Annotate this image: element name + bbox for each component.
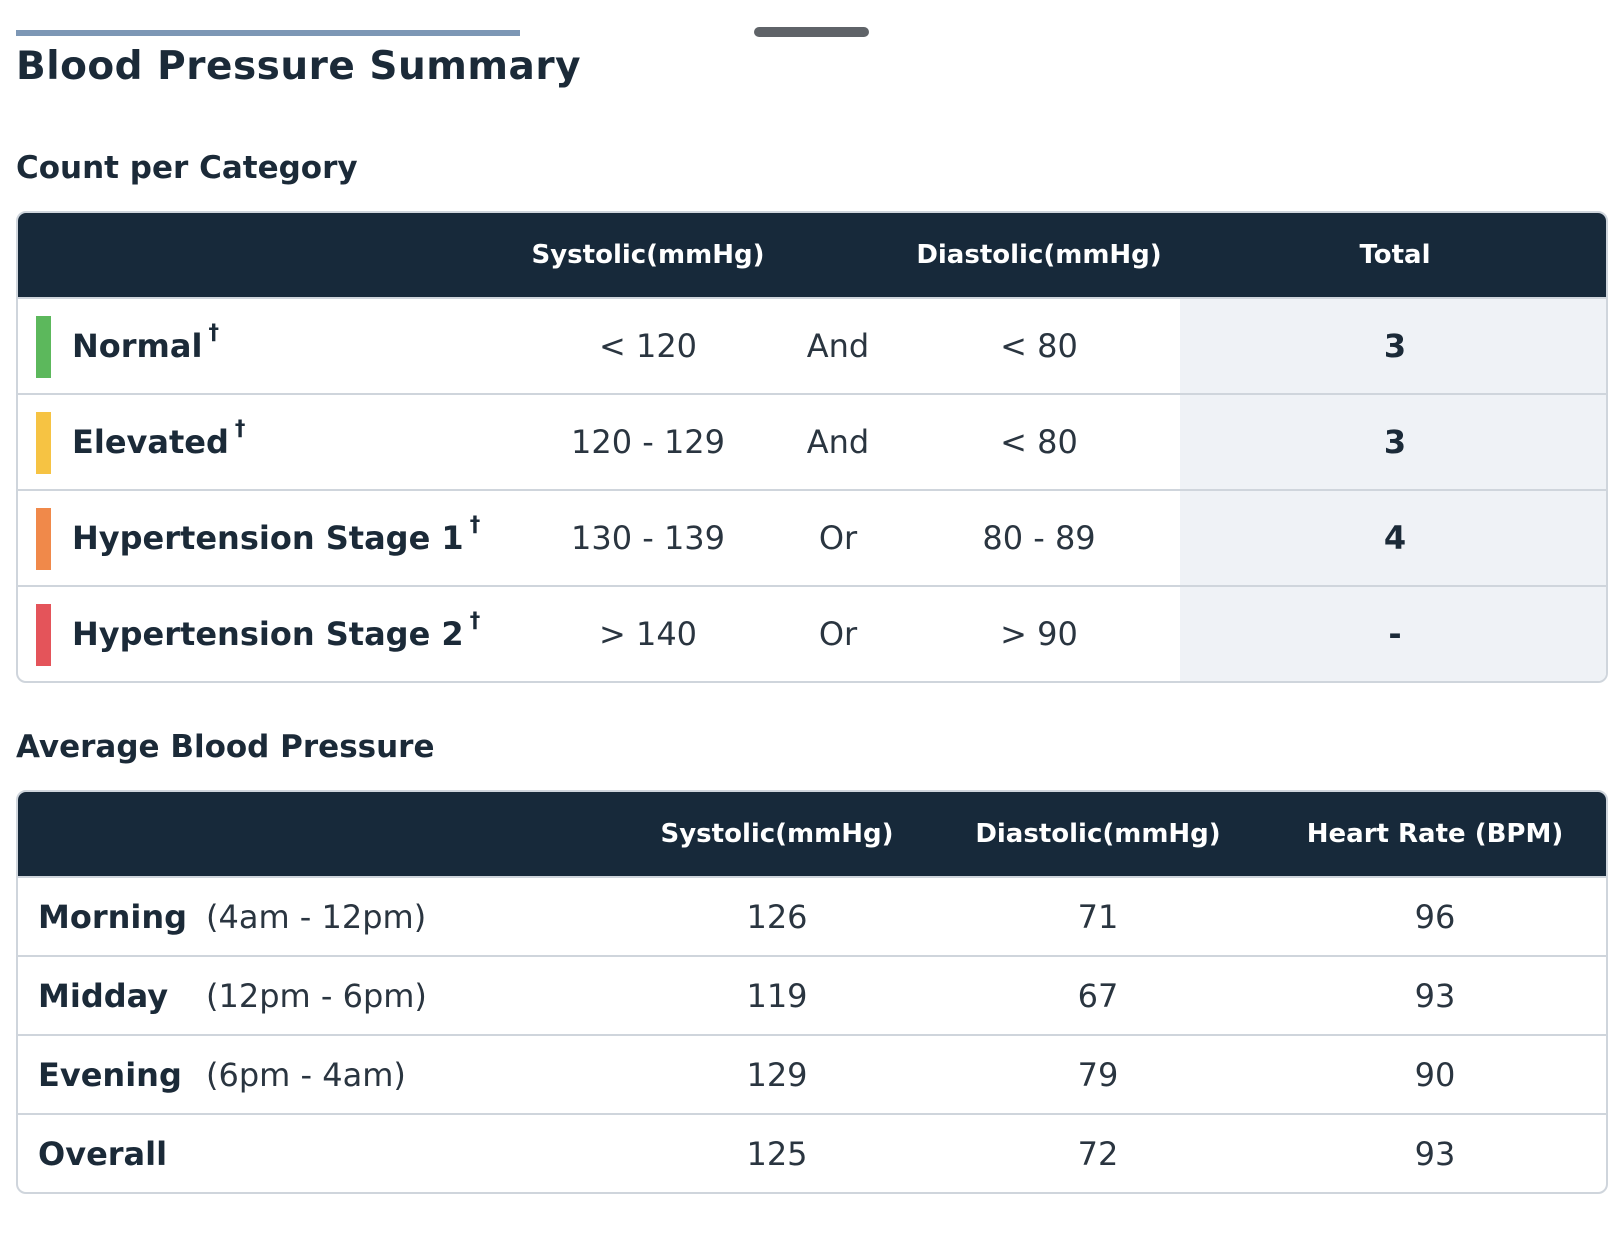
avg-diastolic: 79 (1077, 1055, 1119, 1094)
diastolic-range: 80 - 89 (982, 519, 1096, 557)
footnote-marker: † (208, 320, 219, 344)
avg-systolic: 129 (746, 1055, 808, 1094)
period-label: Morning (38, 897, 188, 936)
operator: Or (818, 519, 858, 557)
category-label: Hypertension Stage 1 † (72, 512, 481, 557)
avg-heart-rate: 93 (1414, 1134, 1456, 1173)
period-range: (6pm - 4am) (206, 1055, 406, 1094)
avg-heart-rate: 96 (1414, 897, 1456, 936)
header-diastolic: Diastolic(mmHg) (975, 819, 1221, 849)
total-count: 3 (1180, 299, 1608, 393)
avg-systolic: 119 (746, 976, 808, 1015)
operator: Or (818, 615, 858, 653)
period-label: Overall (38, 1134, 168, 1173)
period-range: (12pm - 6pm) (206, 976, 427, 1015)
average-section-title: Average Blood Pressure (16, 729, 435, 765)
category-color-bar (36, 604, 51, 666)
total-count: 4 (1180, 491, 1608, 585)
systolic-range: > 140 (598, 615, 698, 653)
table-row (18, 393, 1606, 489)
count-per-category-table (16, 211, 1608, 683)
category-color-bar (36, 508, 51, 570)
systolic-range: < 120 (598, 327, 698, 365)
total-count: 3 (1180, 395, 1608, 489)
avg-diastolic: 71 (1077, 897, 1119, 936)
avg-diastolic: 72 (1077, 1134, 1119, 1173)
table-row (18, 297, 1606, 393)
title-accent-rule (16, 30, 520, 36)
systolic-range: 130 - 139 (570, 519, 726, 557)
header-systolic: Systolic(mmHg) (660, 819, 894, 849)
footnote-marker: † (234, 416, 246, 440)
header-period (18, 792, 618, 876)
operator: And (806, 423, 870, 461)
header-total: Total (1359, 240, 1431, 270)
page-title: Blood Pressure Summary (16, 44, 581, 89)
table-row (18, 489, 1606, 585)
period-label: Evening (38, 1055, 182, 1094)
count-section-title: Count per Category (16, 150, 358, 186)
diastolic-range: < 80 (1000, 327, 1078, 365)
avg-systolic: 125 (746, 1134, 808, 1173)
table-header (18, 792, 1606, 876)
drag-handle[interactable] (754, 27, 869, 37)
total-count: - (1180, 587, 1608, 681)
footnote-marker: † (469, 608, 481, 632)
table-header (18, 213, 1606, 297)
table-row (18, 1113, 1606, 1192)
avg-heart-rate: 93 (1414, 976, 1456, 1015)
avg-diastolic: 67 (1077, 976, 1119, 1015)
diastolic-range: < 80 (1000, 423, 1078, 461)
category-label: Hypertension Stage 2 † (72, 608, 481, 653)
header-systolic: Systolic(mmHg) (531, 240, 765, 270)
period-label: Midday (38, 976, 169, 1015)
table-row (18, 585, 1606, 681)
header-diastolic: Diastolic(mmHg) (916, 240, 1162, 270)
category-color-bar (36, 316, 51, 378)
category-label: Elevated † (72, 416, 246, 461)
table-row (18, 876, 1606, 955)
footnote-marker: † (469, 512, 481, 536)
table-row (18, 955, 1606, 1034)
category-label: Normal † (72, 320, 219, 365)
period-range: (4am - 12pm) (206, 897, 427, 936)
operator: And (806, 327, 870, 365)
avg-systolic: 126 (746, 897, 808, 936)
diastolic-range: > 90 (1000, 615, 1078, 653)
header-category (18, 213, 518, 297)
avg-heart-rate: 90 (1414, 1055, 1456, 1094)
systolic-range: 120 - 129 (570, 423, 726, 461)
average-blood-pressure-table (16, 790, 1608, 1194)
category-color-bar (36, 412, 51, 474)
header-heart-rate: Heart Rate (BPM) (1306, 819, 1564, 849)
table-row (18, 1034, 1606, 1113)
